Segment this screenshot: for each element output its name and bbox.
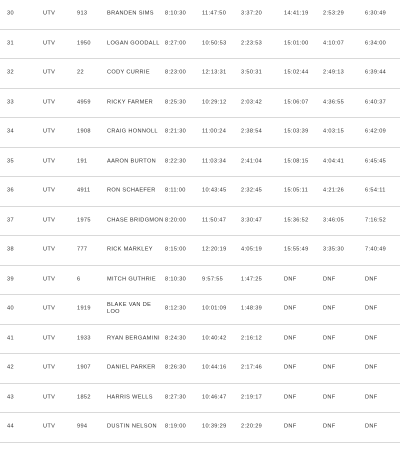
time-5-cell: DNF	[365, 364, 378, 371]
class-cell: UTV	[43, 335, 56, 342]
class-cell: UTV	[43, 276, 56, 283]
driver-name-cell: RICK MARKLEY	[107, 246, 153, 253]
time-1-cell: 9:57:55	[202, 276, 224, 283]
time-3-cell: 15:06:07	[284, 99, 309, 106]
place-cell: 41	[7, 335, 14, 342]
table-row	[0, 30, 400, 60]
time-3-cell: DNF	[284, 394, 297, 401]
table-row	[0, 236, 400, 266]
start-time-cell: 8:25:30	[165, 99, 187, 106]
driver-name-cell: AARON BURTON	[107, 158, 157, 165]
place-cell: 34	[7, 128, 14, 135]
time-3-cell: DNF	[284, 276, 297, 283]
time-2-cell: 3:37:20	[241, 10, 263, 17]
time-1-cell: 10:29:12	[202, 99, 227, 106]
time-1-cell: 10:44:16	[202, 364, 227, 371]
time-4-cell: DNF	[323, 394, 336, 401]
time-3-cell: 15:36:52	[284, 217, 309, 224]
driver-name-cell: CRAIG HONNOLL	[107, 128, 158, 135]
start-time-cell: 8:27:30	[165, 394, 187, 401]
time-4-cell: 3:35:30	[323, 246, 345, 253]
time-1-cell: 10:46:47	[202, 394, 227, 401]
time-4-cell: 3:46:05	[323, 217, 345, 224]
class-cell: UTV	[43, 158, 56, 165]
driver-name-cell: BLAKE VAN DE LOO	[107, 302, 152, 316]
time-2-cell: 2:19:17	[241, 394, 263, 401]
start-time-cell: 8:22:30	[165, 158, 187, 165]
time-2-cell: 2:38:54	[241, 128, 263, 135]
time-1-cell: 12:13:31	[202, 69, 227, 76]
class-cell: UTV	[43, 40, 56, 47]
time-3-cell: 15:05:11	[284, 187, 309, 194]
driver-name-cell: LOGAN GOODALL	[107, 40, 160, 47]
start-time-cell: 8:10:30	[165, 276, 187, 283]
place-cell: 35	[7, 158, 14, 165]
number-cell: 1919	[77, 305, 91, 312]
place-cell: 37	[7, 217, 14, 224]
time-5-cell: DNF	[365, 423, 378, 430]
table-row	[0, 413, 400, 443]
time-2-cell: 3:50:31	[241, 69, 263, 76]
driver-name-cell: DUSTIN NELSON	[107, 423, 157, 430]
time-1-cell: 10:40:42	[202, 335, 227, 342]
number-cell: 6	[77, 276, 81, 283]
time-2-cell: 2:41:04	[241, 158, 263, 165]
time-4-cell: 4:36:55	[323, 99, 345, 106]
time-4-cell: DNF	[323, 276, 336, 283]
time-2-cell: 1:47:25	[241, 276, 263, 283]
place-cell: 43	[7, 394, 14, 401]
class-cell: UTV	[43, 364, 56, 371]
table-row	[0, 148, 400, 178]
driver-name-cell: RYAN BERGAMINI	[107, 335, 160, 342]
time-4-cell: DNF	[323, 335, 336, 342]
place-cell: 38	[7, 246, 14, 253]
place-cell: 32	[7, 69, 14, 76]
time-5-cell: 6:54:11	[365, 187, 386, 194]
time-3-cell: DNF	[284, 423, 297, 430]
time-5-cell: DNF	[365, 276, 378, 283]
start-time-cell: 8:27:00	[165, 40, 187, 47]
table-row	[0, 118, 400, 148]
number-cell: 1908	[77, 128, 91, 135]
time-4-cell: 4:03:15	[323, 128, 345, 135]
time-4-cell: 4:04:41	[323, 158, 345, 165]
start-time-cell: 8:21:30	[165, 128, 187, 135]
start-time-cell: 8:12:30	[165, 305, 187, 312]
time-2-cell: 1:48:39	[241, 305, 263, 312]
place-cell: 33	[7, 99, 14, 106]
number-cell: 1950	[77, 40, 91, 47]
time-3-cell: DNF	[284, 305, 297, 312]
number-cell: 1852	[77, 394, 91, 401]
time-1-cell: 11:47:50	[202, 10, 227, 17]
driver-name-cell: CHASE BRIDGMON	[107, 217, 164, 224]
class-cell: UTV	[43, 423, 56, 430]
time-1-cell: 10:01:09	[202, 305, 227, 312]
time-2-cell: 2:20:29	[241, 423, 263, 430]
number-cell: 191	[77, 158, 88, 165]
time-3-cell: 15:02:44	[284, 69, 309, 76]
time-5-cell: DNF	[365, 335, 378, 342]
start-time-cell: 8:23:00	[165, 69, 187, 76]
time-3-cell: 14:41:19	[284, 10, 309, 17]
place-cell: 42	[7, 364, 14, 371]
start-time-cell: 8:10:30	[165, 10, 187, 17]
time-1-cell: 10:50:53	[202, 40, 227, 47]
time-4-cell: 2:49:13	[323, 69, 345, 76]
time-2-cell: 2:23:53	[241, 40, 263, 47]
class-cell: UTV	[43, 187, 56, 194]
table-row	[0, 266, 400, 296]
time-5-cell: 7:40:49	[365, 246, 387, 253]
number-cell: 4959	[77, 99, 91, 106]
time-2-cell: 4:05:19	[241, 246, 263, 253]
class-cell: UTV	[43, 305, 56, 312]
time-2-cell: 3:30:47	[241, 217, 263, 224]
start-time-cell: 8:15:00	[165, 246, 187, 253]
class-cell: UTV	[43, 10, 56, 17]
start-time-cell: 8:11:00	[165, 187, 186, 194]
driver-name-cell: BRANDEN SIMS	[107, 10, 154, 17]
number-cell: 777	[77, 246, 88, 253]
time-5-cell: 6:42:09	[365, 128, 387, 135]
class-cell: UTV	[43, 394, 56, 401]
time-3-cell: DNF	[284, 335, 297, 342]
number-cell: 1933	[77, 335, 91, 342]
place-cell: 30	[7, 10, 14, 17]
time-2-cell: 2:17:46	[241, 364, 263, 371]
start-time-cell: 8:19:00	[165, 423, 187, 430]
time-5-cell: 7:16:52	[365, 217, 387, 224]
time-4-cell: 4:21:26	[323, 187, 345, 194]
time-3-cell: 15:03:39	[284, 128, 309, 135]
time-4-cell: 2:53:29	[323, 10, 345, 17]
driver-name-cell: CODY CURRIE	[107, 69, 150, 76]
time-1-cell: 11:50:47	[202, 217, 227, 224]
class-cell: UTV	[43, 246, 56, 253]
class-cell: UTV	[43, 128, 56, 135]
time-4-cell: DNF	[323, 305, 336, 312]
time-5-cell: 6:45:45	[365, 158, 387, 165]
table-row	[0, 384, 400, 414]
number-cell: 22	[77, 69, 84, 76]
time-5-cell: DNF	[365, 305, 378, 312]
table-row	[0, 325, 400, 355]
time-1-cell: 10:43:45	[202, 187, 227, 194]
time-5-cell: 6:39:44	[365, 69, 387, 76]
start-time-cell: 8:24:30	[165, 335, 187, 342]
driver-name-cell: DANIEL PARKER	[107, 364, 156, 371]
table-row	[0, 59, 400, 89]
start-time-cell: 8:20:00	[165, 217, 187, 224]
driver-name-cell: RICKY FARMER	[107, 99, 154, 106]
time-5-cell: 6:30:49	[365, 10, 387, 17]
table-row	[0, 295, 400, 325]
class-cell: UTV	[43, 217, 56, 224]
number-cell: 4911	[77, 187, 91, 194]
start-time-cell: 8:26:30	[165, 364, 187, 371]
number-cell: 1975	[77, 217, 91, 224]
time-3-cell: DNF	[284, 364, 297, 371]
time-4-cell: DNF	[323, 423, 336, 430]
place-cell: 39	[7, 276, 14, 283]
place-cell: 31	[7, 40, 14, 47]
time-3-cell: 15:01:00	[284, 40, 309, 47]
time-5-cell: 6:40:37	[365, 99, 387, 106]
table-row	[0, 207, 400, 237]
table-row	[0, 89, 400, 119]
time-1-cell: 12:20:19	[202, 246, 227, 253]
time-1-cell: 11:03:34	[202, 158, 227, 165]
driver-name-cell: MITCH GUTHRIE	[107, 276, 156, 283]
time-3-cell: 15:55:49	[284, 246, 309, 253]
time-2-cell: 2:32:45	[241, 187, 263, 194]
class-cell: UTV	[43, 69, 56, 76]
time-5-cell: 6:34:00	[365, 40, 387, 47]
table-row	[0, 177, 400, 207]
table-row	[0, 354, 400, 384]
number-cell: 913	[77, 10, 88, 17]
place-cell: 36	[7, 187, 14, 194]
time-2-cell: 2:03:42	[241, 99, 263, 106]
time-4-cell: 4:10:07	[323, 40, 345, 47]
number-cell: 994	[77, 423, 88, 430]
time-1-cell: 11:00:24	[202, 128, 227, 135]
class-cell: UTV	[43, 99, 56, 106]
table-row	[0, 0, 400, 30]
number-cell: 1907	[77, 364, 91, 371]
driver-name-cell: HARRIS WELLS	[107, 394, 153, 401]
place-cell: 40	[7, 305, 14, 312]
time-1-cell: 10:39:29	[202, 423, 227, 430]
time-3-cell: 15:08:15	[284, 158, 309, 165]
time-4-cell: DNF	[323, 364, 336, 371]
time-5-cell: DNF	[365, 394, 378, 401]
driver-name-cell: RON SCHAEFER	[107, 187, 156, 194]
time-2-cell: 2:16:12	[241, 335, 263, 342]
place-cell: 44	[7, 423, 14, 430]
